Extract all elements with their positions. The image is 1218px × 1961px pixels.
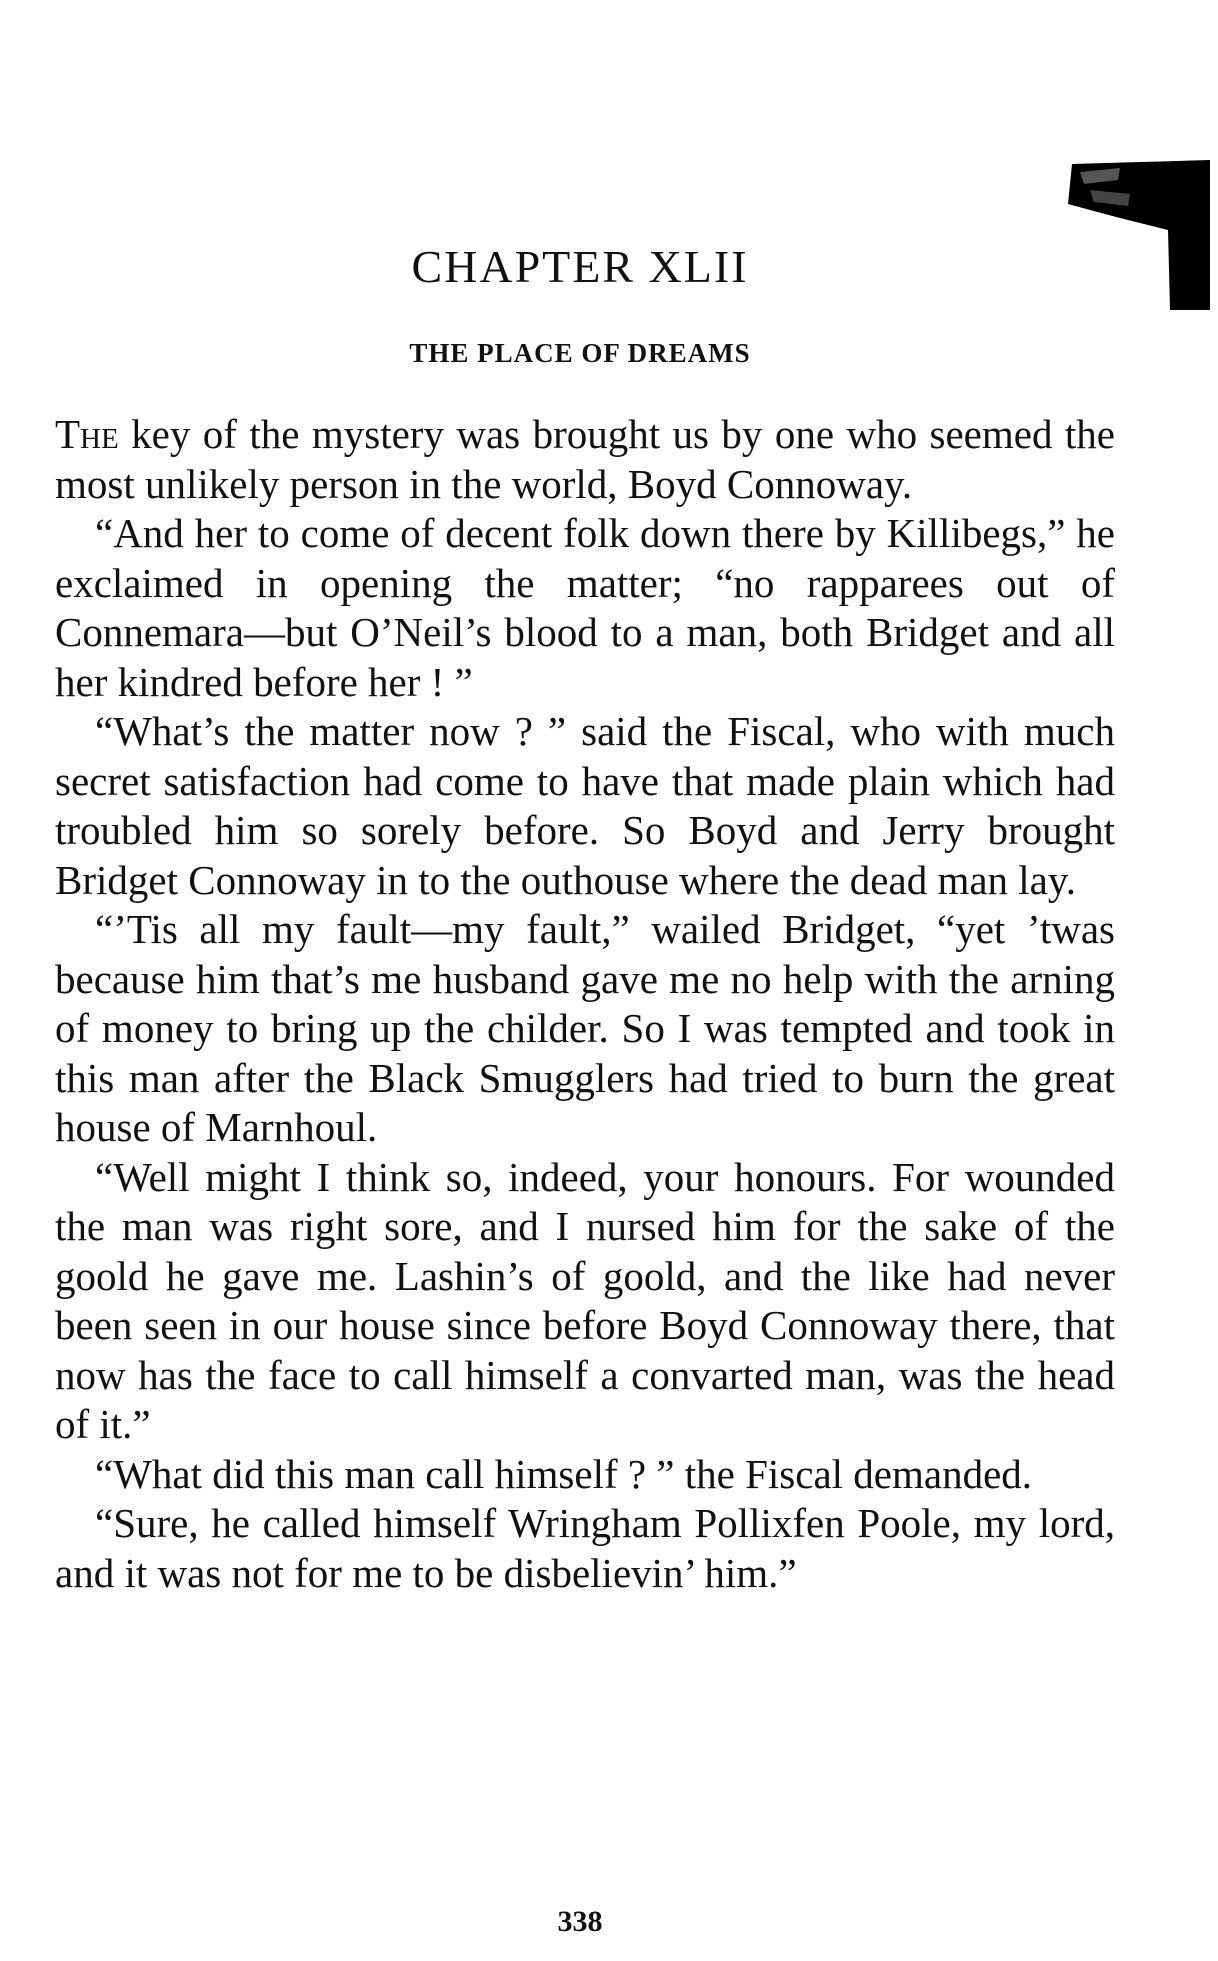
paragraph-text: key of the mystery was brought us by one who seemed the most unlikely person in the world, Boyd Connoway.	[55, 411, 1115, 507]
chapter-subtitle: THE PLACE OF DREAMS	[409, 338, 751, 368]
chapter-body	[55, 410, 1115, 1598]
paragraph: “Well might I think so, indeed, your honours. For wounded the man was right sore, and I nursed him for the sake of the goold he gave me. Lashin’s of goold, and the like had never been seen in our house since before Boyd Connoway there, that now has the face to call himself a convarted man, was the head of it.”	[55, 1153, 1115, 1447]
paragraph	[55, 410, 1115, 509]
paragraph-lead-word: The	[55, 411, 119, 457]
paragraph: “What did this man call himself ? ” the Fiscal demanded.	[95, 1450, 1033, 1497]
paragraph: “’Tis all my fault—my fault,” wailed Bridget, “yet ’twas because him that’s me husband gave me no help with the arning of money to bring up the childer. So I was tempted and took in this man after the Black Smugglers had tried to burn the great house of Marnhoul.	[55, 906, 1115, 1150]
paragraph: “Sure, he called himself Wringham Pollixfen Poole, my lord, and it was not for me to be disbelievin’ him.”	[55, 1500, 1115, 1596]
page-number: 338	[557, 1905, 603, 1938]
paragraph: “And her to come of decent folk down there by Killibegs,” he exclaimed in opening the matter; “no rapparees out of Connemara—but O’Neil’s blood to a man, both Bridget and all her kindred before her ! ”	[55, 510, 1115, 705]
paragraph: “What’s the matter now ? ” said the Fiscal, who with much secret satisfaction had come to have that made plain which had troubled him so sorely before. So Boyd and Jerry brought Bridget Connoway in to the outhouse where the dead man lay.	[55, 708, 1115, 903]
chapter-title: CHAPTER XLII	[411, 241, 749, 292]
